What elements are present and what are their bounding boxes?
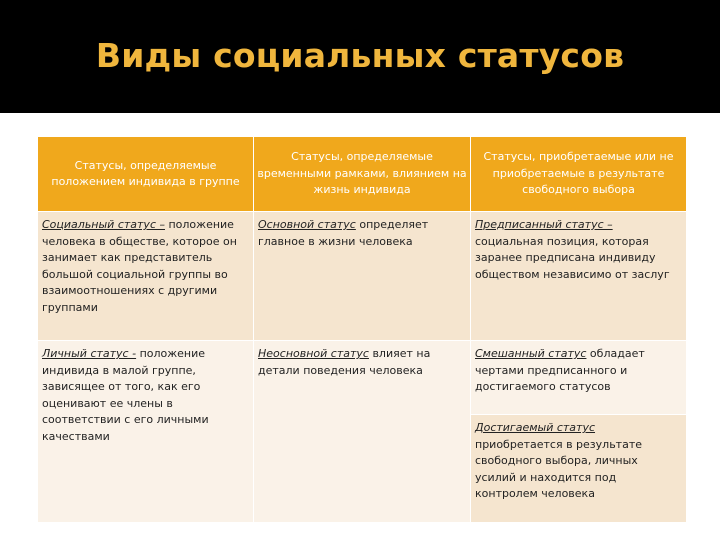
term-mixed-status: Смешанный статус	[475, 347, 587, 360]
cell-achieved-status	[471, 415, 687, 523]
def-personal-status: положение индивида в малой группе, зависящее от того, как его оценивают ее члены в соответствии с его личными качествами	[42, 347, 209, 443]
header-free-choice: Статусы, приобретаемые или не приобретаемые в результате свободного выбора	[471, 137, 687, 212]
term-main-status: Основной статус	[258, 218, 356, 231]
cell-main-status	[254, 212, 471, 341]
status-types-table	[37, 136, 687, 523]
def-secondary-status: влияет на детали поведения человека	[258, 347, 431, 377]
table-row	[38, 212, 687, 341]
cell-prescribed-status	[471, 212, 687, 341]
def-mixed-status: обладает чертами предписанного и достигаемого статусов	[475, 347, 645, 393]
table-row	[38, 341, 687, 415]
cell-secondary-status	[254, 341, 471, 523]
cell-social-status	[38, 212, 254, 341]
cell-personal-status	[38, 341, 254, 523]
term-achieved-status: Достигаемый статус	[475, 421, 596, 434]
term-prescribed-status: Предписанный статус –	[475, 218, 613, 231]
header-group-position: Статусы, определяемые положением индивида в группе	[38, 137, 254, 212]
term-social-status: Социальный статус –	[42, 218, 165, 231]
header-time-influence: Статусы, определяемые временными рамками, влиянием на жизнь индивида	[254, 137, 471, 212]
term-personal-status: Личный статус -	[42, 347, 137, 360]
slide-title: Виды социальных статусов	[95, 36, 625, 75]
def-main-status: определяет главное в жизни человека	[258, 218, 429, 248]
def-prescribed-status: социальная позиция, которая заранее предписана индивиду обществом независимо от заслуг	[475, 234, 670, 281]
term-secondary-status: Неосновной статус	[258, 347, 369, 360]
def-social-status: положение человека в обществе, которое он занимает как представитель большой социальной группы во взаимоотношениях с другими группами	[42, 218, 237, 314]
def-achieved-status: приобретается в результате свободного выбора, личных усилий и находится под контролем человека	[475, 437, 642, 500]
cell-mixed-status	[471, 341, 687, 415]
header-row	[38, 137, 687, 212]
